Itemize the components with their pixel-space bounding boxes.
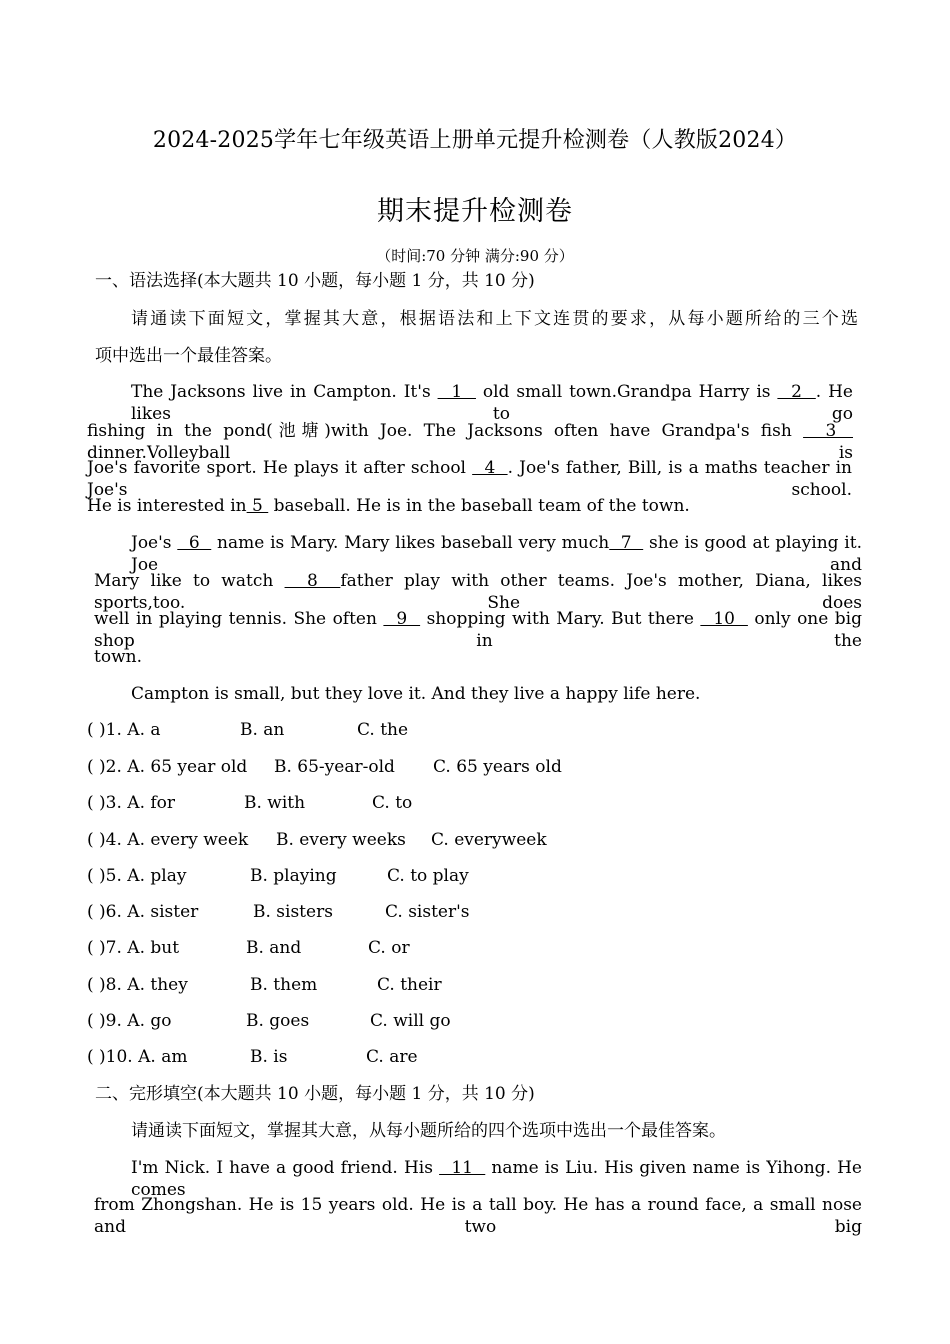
option-c: C. are — [366, 1047, 418, 1067]
option-c: C. 65 years old — [433, 757, 562, 777]
blank-1: 1 — [437, 382, 476, 402]
option-b: B. them — [250, 975, 318, 995]
option-c: C. will go — [370, 1011, 451, 1031]
option-c: C. or — [368, 938, 410, 958]
passage-line: Mary like to watch 8 father play with other teams. Joe's mother, Diana, likes sports,too. She does — [94, 571, 863, 613]
option-b: B. goes — [246, 1011, 310, 1031]
blank-9: 9 — [383, 609, 421, 629]
blank-8: 8 — [284, 571, 341, 591]
blank-4: 4 — [472, 458, 508, 478]
question-number: ( )1. A. a — [87, 720, 161, 740]
question-number: ( )3. A. for — [87, 793, 176, 813]
section1-instruction-line1: 请通读下面短文，掌握其大意，根据语法和上下文连贯的要求，从每小题所给的三个选 — [131, 309, 858, 329]
document-title: 2024-2025学年七年级英语上册单元提升检测卷（人教版2024） — [152, 128, 798, 153]
option-b: B. and — [246, 938, 302, 958]
passage-line: I'm Nick. I have a good friend. His 11 name is Liu. His given name is Yihong. He comes — [131, 1158, 862, 1200]
blank-2: 2 — [777, 382, 816, 402]
option-b: B. every weeks — [276, 830, 406, 850]
option-b: B. with — [244, 793, 306, 813]
blank-11: 11 — [439, 1158, 486, 1178]
blank-5: 5 — [246, 496, 269, 516]
passage-line: He is interested in 5 baseball. He is in the baseball team of the town. — [87, 496, 690, 516]
section2-heading: 二、完形填空(本大题共 10 小题，每小题 1 分，共 10 分) — [95, 1084, 535, 1104]
option-b: B. 65-year-old — [274, 757, 395, 777]
option-b: B. an — [240, 720, 285, 740]
question-number: ( )5. A. play — [87, 866, 187, 886]
question-number: ( )8. A. they — [87, 975, 188, 995]
question-number: ( )10. A. am — [87, 1047, 188, 1067]
option-c: C. sister's — [385, 902, 470, 922]
option-b: B. is — [250, 1047, 288, 1067]
blank-3: 3 — [803, 421, 853, 441]
question-number: ( )4. A. every week — [87, 830, 249, 850]
option-c: C. the — [357, 720, 409, 740]
passage-line: from Zhongshan. He is 15 years old. He is a tall boy. He has a round face, a small nose and two big — [94, 1195, 862, 1237]
document-subtitle: 期末提升检测卷 — [377, 196, 573, 227]
passage-line: well in playing tennis. She often 9 shopping with Mary. But there 10 only one big shop in the — [94, 609, 862, 651]
question-number: ( )7. A. but — [87, 938, 180, 958]
passage-line: Campton is small, but they love it. And they live a happy life here. — [131, 684, 701, 704]
passage-line: fishing in the pond(池塘)with Joe. The Jacksons often have Grandpa's fish 3 dinner.Volleyball is — [87, 421, 853, 463]
blank-7: 7 — [609, 533, 644, 553]
passage-line: Joe's favorite sport. He plays it after school 4 . Joe's father, Bill, is a maths teacher in Joe's school. — [87, 458, 852, 500]
option-c: C. to play — [387, 866, 469, 886]
blank-10: 10 — [700, 609, 748, 629]
passage-line: The Jacksons live in Campton. It's 1 old small town.Grandpa Harry is 2 . He likes to go — [131, 382, 853, 424]
option-c: C. their — [377, 975, 442, 995]
option-b: B. sisters — [253, 902, 333, 922]
question-number: ( )9. A. go — [87, 1011, 172, 1031]
option-c: C. to — [372, 793, 413, 813]
question-number: ( )2. A. 65 year old — [87, 757, 248, 777]
exam-meta: （时间:70 分钟 满分:90 分） — [376, 247, 574, 265]
passage-line: Joe's 6 name is Mary. Mary likes baseball very much 7 she is good at playing it. Joe and — [131, 533, 862, 575]
section2-instruction: 请通读下面短文，掌握其大意，从每小题所给的四个选项中选出一个最佳答案。 — [131, 1121, 726, 1141]
passage-line: town. — [94, 647, 142, 667]
option-c: C. everyweek — [431, 830, 547, 850]
section1-instruction-line2: 项中选出一个最佳答案。 — [95, 346, 282, 366]
question-number: ( )6. A. sister — [87, 902, 199, 922]
blank-6: 6 — [177, 533, 212, 553]
option-b: B. playing — [250, 866, 337, 886]
section1-heading: 一、语法选择(本大题共 10 小题，每小题 1 分，共 10 分) — [95, 271, 535, 291]
